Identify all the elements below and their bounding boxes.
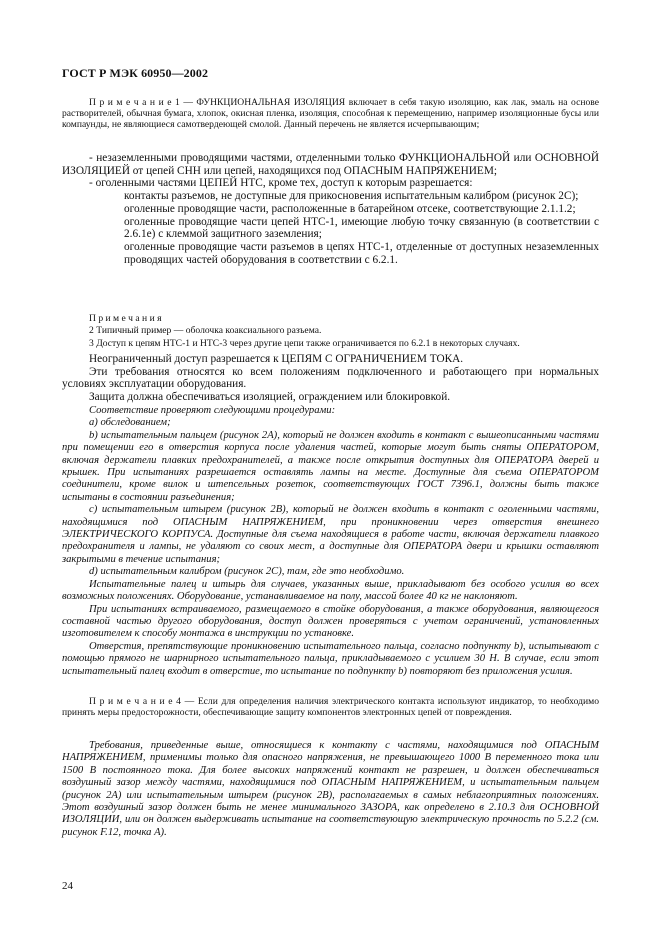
notes-block bbox=[62, 314, 599, 349]
paragraph: При испытаниях встраиваемого, размещаемого в стойке оборудования, а также оборудования, являющегося составной частью другого оборудования, доступ должен проверяться с учетом ограничений, установленных изготовителем к способу монтажа в инструкции по установке. bbox=[62, 603, 599, 640]
paragraph: Соответствие проверяют следующими процедурами: bbox=[89, 405, 336, 416]
paragraph: Испытательные палец и штырь для случаев, указанных выше, прикладывают без особого усилия во всех возможных положениях. Оборудование, устанавливаемое на полу, массой более 40 кг не наклоняют. bbox=[62, 578, 599, 603]
list-item: контакты разъемов, не доступные для прикосновения испытательным калибром (рисунок 2С); bbox=[124, 190, 579, 203]
note-4: П р и м е ч а н и е 4 — Если для определения наличия электрического контакта используют индикатор, то необходимо принять меры предосторожности, обеспечивающие защиту компонентов электронных цепей от повреждения. bbox=[62, 696, 599, 718]
high-voltage-requirements: Требования, приведенные выше, относящиеся к контакту с частями, находящимися под ОПАСНЫМ НАПРЯЖЕНИЕМ, применимы только для опасного напряжения, не превышающего 1000 В переменного тока или 1500 В постоянного тока. Для более высоких напряжений контакт не разрешен, и должен обеспечиваться воздушный зазор между частями, находящимися под ОПАСНЫМ НАПРЯЖЕНИЕМ, и испытательным пальцем (рисунок 2А) или испытательным штырем (рисунок 2В), располагаемых в самых неблагоприятных положениях. Этот воздушный зазор должен быть не менее минимального ЗАЗОРА, как определено в 2.10.3 для ОСНОВНОЙ ИЗОЛЯЦИИ, или он должен выдерживать испытание на соответствующую электрическую прочность по 5.2.2 (см. рисунок F.12, точка А). bbox=[62, 740, 599, 838]
list-item: - незаземленными проводящими частями, отделенными только ФУНКЦИОНАЛЬНОЙ или ОСНОВНОЙ ИЗОЛЯЦИЕЙ от цепей СНН или цепей, находящихся под ОПАСНЫМ НАПРЯЖЕНИЕМ; bbox=[62, 152, 599, 177]
paragraph: Эти требования относятся ко всем положениям подключенного и работающего при нормальных условиях эксплуатации оборудования. bbox=[62, 365, 599, 391]
body-paragraphs bbox=[62, 353, 599, 404]
note-1: П р и м е ч а н и е 1 — ФУНКЦИОНАЛЬНАЯ ИЗОЛЯЦИЯ включает в себя такую изоляцию, как лак, эмаль на основе растворителей, обычная бумага, хлопок, окисная пленка, изоляция, способная к перемещению, например изоляционные бусы или компаунды, не являющиеся самотвердеющей смолой. Данный перечень не является исчерпывающим; bbox=[62, 97, 599, 130]
compliance-procedures bbox=[62, 405, 599, 678]
paragraph: Защита должна обеспечиваться изоляцией, ограждением или блокировкой. bbox=[89, 391, 451, 404]
page-number: 24 bbox=[62, 880, 73, 892]
paragraph: Неограниченный доступ разрешается к ЦЕПЯМ С ОГРАНИЧЕНИЕМ ТОКА. bbox=[89, 353, 464, 365]
list-item: - оголенными частями ЦЕПЕЙ НТС, кроме тех, доступ к которым разрешается: bbox=[89, 177, 473, 190]
note-3: 3 Доступ к цепям НТС-1 и НТС-3 через другие цепи также ограничивается по 6.2.1 в некоторых случаях. bbox=[89, 337, 520, 349]
paragraph: а) обследованием; bbox=[89, 417, 171, 429]
paragraph: b) испытательным пальцем (рисунок 2А), который не должен входить в контакт с вышеописанными частями при помещении его в отверстия корпуса после удаления частей, которые могут быть сняты ОПЕРАТОРОМ, включая держатели плавких предохранителей, а также после открытия доступных для ОПЕРАТОРА дверей и крышек. При испытаниях разрешается оставлять лампы на месте. Доступные для съема ОПЕРАТОРОМ соединители, кроме вилок и штепсельных розеток, соответствующих ГОСТ 7396.1, должны быть также испытаны в состоянии разъединения; bbox=[62, 429, 599, 503]
list-item: оголенные проводящие части разъемов в цепях НТС-1, отделенные от доступных незаземленных проводящих частей оборудования в соответствии с 6.2.1. bbox=[124, 240, 599, 266]
notes-title: П р и м е ч а н и я bbox=[89, 313, 162, 324]
document-header: ГОСТ Р МЭК 60950—2002 bbox=[62, 66, 209, 80]
list-item: оголенные проводящие части, расположенные в батарейном отсеке, соответствующие 2.1.1.2; bbox=[124, 202, 576, 215]
paragraph: d) испытательным калибром (рисунок 2С), там, где это необходимо. bbox=[89, 566, 405, 578]
requirements-list bbox=[62, 152, 599, 266]
paragraph: с) испытательным штырем (рисунок 2В), который не должен входить в контакт с оголенными частями, находящимися под ОПАСНЫМ НАПРЯЖЕНИЕМ, при проникновении через отверстия внешнего ЭЛЕКТРИЧЕСКОГО КОРПУСА. Доступные для съема находящиеся в работе части, включая держатели плавкого предохранителя и лампы, не удаляют со своих мест, а доступные для ОПЕРАТОРА двери и крышки оставляют закрытыми в течение испытания; bbox=[62, 504, 599, 565]
note-2: 2 Типичный пример — оболочка коаксиального разъема. bbox=[89, 324, 322, 336]
list-item: оголенные проводящие части цепей НТС-1, имеющие любую точку связанную (в соответствии с 2.6.1е) с клеммой защитного заземления; bbox=[124, 215, 599, 241]
paragraph: Отверстия, препятствующие проникновению испытательного пальца, согласно подпункту b), испытывают с помощью прямого не шарнирного испытательного пальца, прикладываемого с усилием 30 Н. В случае, если этот испытательный палец входит в отверстие, то испытание по подпункту b) повторяют без приложения усилия. bbox=[62, 640, 599, 677]
